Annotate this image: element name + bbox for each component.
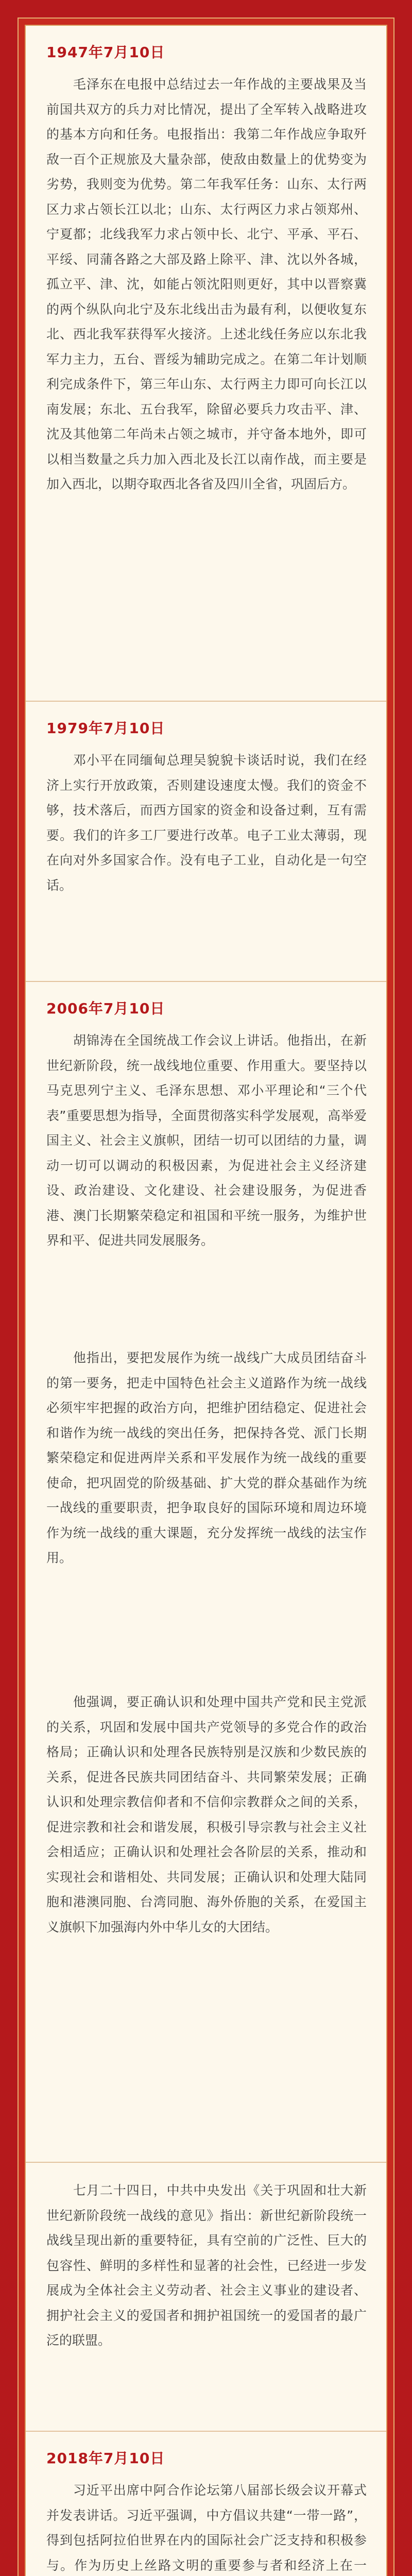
section-paragraph: 习近平出席中阿合作论坛第八届部长级会议开幕式并发表讲话。习近平强调，中方倡议共建“一带一路”，得到包括阿拉伯世界在内的国际社会广泛支持和积极参与。作为历史上丝路文明的重要参与者和经济上在一 (46, 2483, 367, 2573)
section-2018 (26, 2432, 386, 2576)
section-date: 2006年7月10日 (46, 1000, 165, 1017)
section-2006 (26, 982, 386, 2162)
section-paragraph: 七月二十四日，中共中央发出《关于巩固和壮大新世纪新阶段统一战线的意见》指出：新世纪新阶段统一战线呈现出新的重要特征，具有空前的广泛性、巨大的包容性、鲜明的多样性和显著的社会性，已经进一步发展成为全体社会主义劳动者、社会主义事业的建设者、拥护社会主义的爱国者和拥护祖国统一的爱国者的最广泛的联盟。 (46, 2183, 367, 2348)
section-date: 2018年7月10日 (46, 2450, 165, 2467)
section-paragraph: 胡锦涛在全国统战工作会议上讲话。他指出，在新世纪新阶段，统一战线地位重要、作用重大。要坚持以马克思列宁主义、毛泽东思想、邓小平理论和“三个代表”重要思想为指导，全面贯彻落实科学发展观，高举爱国主义、社会主义旗帜，团结一切可以团结的力量，调动一切可以调动的积极因素，为促进社会主义经济建设、政治建设、文化建设、社会建设服务，为促进香港、澳门长期繁荣稳定和祖国和平统一服务，为维护世界和平、促进共同发展服务。 (46, 1033, 367, 1248)
article-paper (25, 25, 387, 2576)
section-1979 (26, 702, 386, 981)
section-paragraph: 邓小平在同缅甸总理吴貌貌卡谈话时说，我们在经济上实行开放政策，否则建设速度太慢。我们的资金不够，技术落后，而西方国家的资金和设备过剩，互有需要。我们的许多工厂要进行改革。电子工业太薄弱，现在向对外多国家合作。没有电子工业，自动化是一句空话。 (46, 753, 367, 893)
section-date: 1979年7月10日 (46, 720, 165, 737)
section-date: 1947年7月10日 (46, 44, 165, 61)
section-2006-followup (26, 2163, 386, 2431)
section-paragraph: 他强调，要正确认识和处理中国共产党和民主党派的关系，巩固和发展中国共产党领导的多党合作的政治格局；正确认识和处理各民族特别是汉族和少数民族的关系，促进各民族共同团结奋斗、共同繁荣发展；正确认识和处理宗教信仰者和不信仰宗教群众之间的关系，促进宗教和社会和谐发展，积极引导宗教与社会主义社会相适应；正确认识和处理社会各阶层的关系，推动和实现社会和谐相处、共同发展；正确认识和处理大陆同胞和港澳同胞、台湾同胞、海外侨胞的关系，在爱国主义旗帜下加强海内外中华儿女的大团结。 (46, 1694, 367, 1935)
section-1947 (26, 26, 386, 701)
section-paragraph: 毛泽东在电报中总结过去一年作战的主要战果及当前国共双方的兵力对比情况，提出了全军转入战略进攻的基本方向和任务。电报指出：我第二年作战应争取歼敌一百个正规旅及大量杂部，使敌由数量上的优势变为劣势，我则变为优势。第二年我军任务：山东、太行两区力求占领长江以北；山东、太行两区力求占领郑州、宁夏都；北线我军力求占领中长、北宁、平承、平石、平绥、同蒲各路之大部及路上除平、津、沈以外各城，孤立平、津、沈，如能占领沈阳则更好，其中以晋察冀的两个纵队向北宁及东北线出击为最有利，以便收复东北、西北我军获得军火接济。上述北线任务应以东北我军力主力，五台、晋绥为辅助完成之。在第二年计划顺利完成条件下，第三年山东、太行两主力即可向长江以南发展；东北、五台我军，除留必要兵力攻击平、津、沈及其他第二年尚未占领之城市，并守备本地外，即可以相当数量之兵力加入西北及长江以南作战，而主要是加入西北，以期夺取西北各省及四川全省，巩固后方。 (46, 77, 367, 492)
section-paragraph: 他指出，要把发展作为统一战线广大成员团结奋斗的第一要务，把走中国特色社会主义道路作为统一战线必须牢牢把握的政治方向，把维护团结稳定、促进社会和谐作为统一战线的突出任务，把保持各党、派门长期繁荣稳定和促进两岸关系和平发展作为统一战线的重要使命，把巩固党的阶级基础、扩大党的群众基础作为统一战线的重要职责，把争取良好的国际环境和周边环境作为统一战线的重大课题，充分发挥统一战线的法宝作用。 (46, 1350, 367, 1565)
